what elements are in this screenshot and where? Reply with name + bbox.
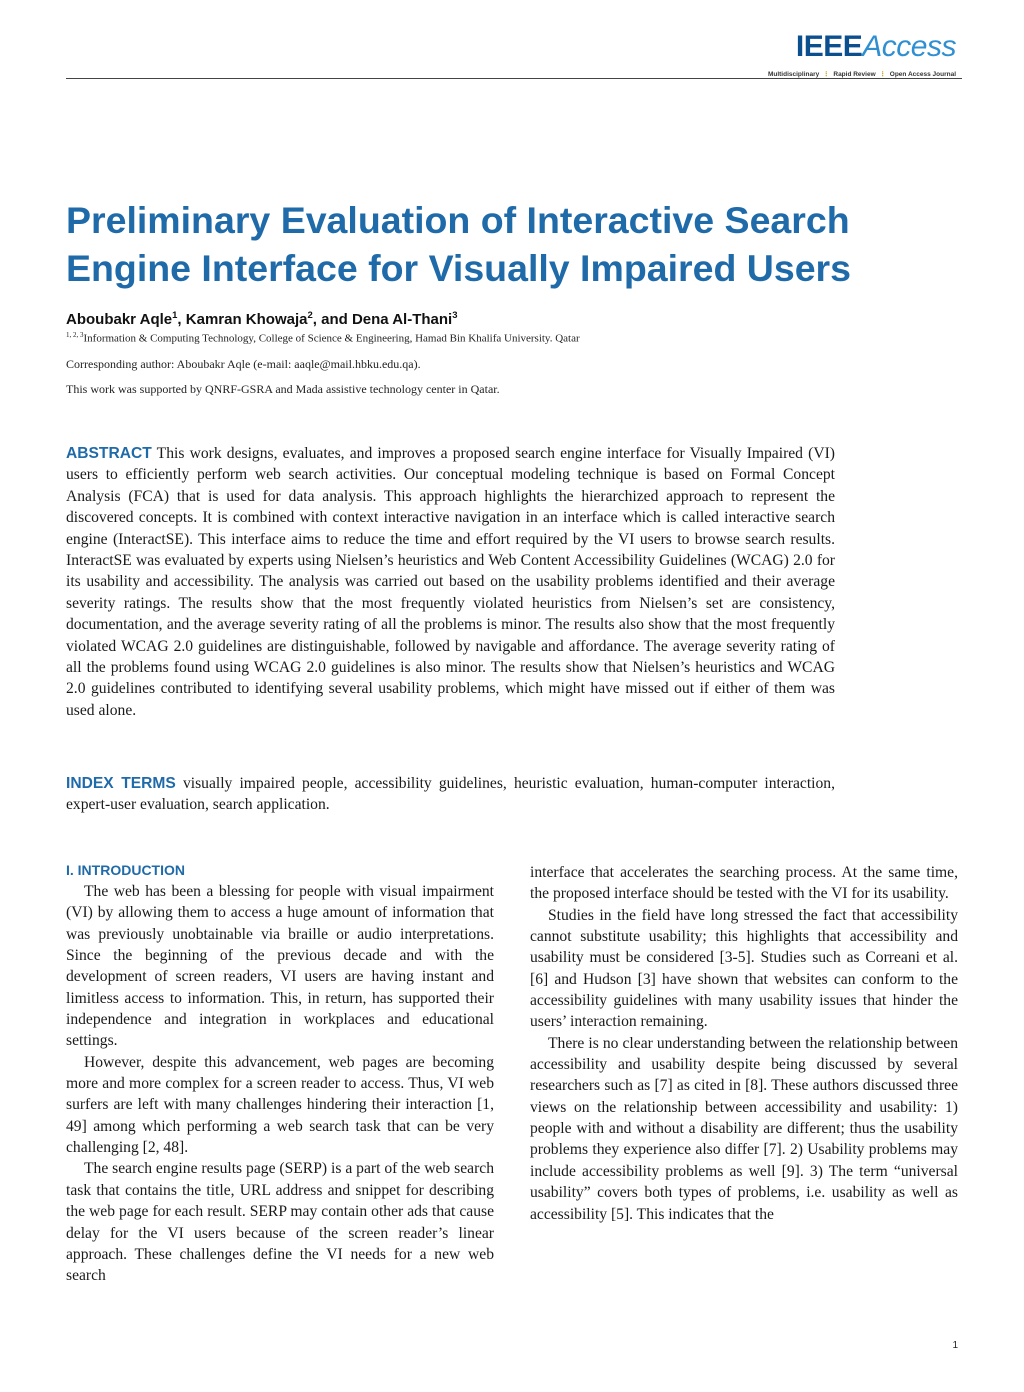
body-paragraph: The search engine results page (SERP) is a part of the web search task that contains the title, URL address and snippet for describing the web page for each result. SERP may contain other ads that cause delay for the VI users because of the screen reader’s linear approach. These challenges define the VI needs for a new web search bbox=[66, 1160, 494, 1285]
funding-note: This work was supported by QNRF-GSRA and Mada assistive technology center in Qatar. bbox=[66, 382, 500, 396]
header-divider bbox=[66, 78, 962, 79]
logo-ieee-text: IEEE bbox=[795, 30, 863, 63]
affiliation-text: Information & Computing Technology, College of Science & Engineering, Hamad Bin Khalifa University. Qatar bbox=[83, 332, 580, 345]
index-terms-label: INDEX TERMS bbox=[66, 775, 176, 792]
affiliation-marks: 1, 2, 3 bbox=[66, 331, 84, 339]
tagline-separator: ⋮ bbox=[879, 71, 886, 78]
journal-logo bbox=[768, 30, 956, 78]
index-terms-text: visually impaired people, accessibility guidelines, heuristic evaluation, human-computer interaction, expert-user evaluation, search application. bbox=[66, 775, 835, 814]
body-paragraph: interface that accelerates the searching process. At the same time, the proposed interface should be tested with the VI for its usability. bbox=[530, 864, 958, 903]
author-affiliation-mark: 3 bbox=[452, 310, 458, 321]
body-paragraph: The web has been a blessing for people with visual impairment (VI) by allowing them to access a huge amount of information that was previously unobtainable via braille or audio interpretations. Since the beginning of the previous decade and with the development of screen readers, VI users are having instant and limitless access to information. This, in return, has supported their independence and integration in workplaces and educational settings. bbox=[66, 883, 494, 1050]
author-separator: , bbox=[177, 311, 186, 328]
paper-title: Preliminary Evaluation of Interactive Search Engine Interface for Visually Impaired Users bbox=[66, 199, 852, 289]
author-name: Aboubakr Aqle bbox=[66, 311, 173, 328]
affiliation bbox=[66, 331, 580, 345]
abstract bbox=[66, 443, 835, 721]
body-paragraph: There is no clear understanding between the relationship between accessibility and usability despite being discussed by several researchers such as [7] as cited in [8]. These authors discussed three views on the relationship between accessibility and usability: 1) people with and without a disability are different; thus the usability problems they experience also differ [7]. 2) Usability problems may include accessibility problems as well [9]. 3) The term “universal usability” covers both types of problems, i.e. usability as well as accessibility [5]. This indicates that the bbox=[530, 1034, 958, 1223]
page-number: 1 bbox=[952, 1340, 958, 1351]
index-terms bbox=[66, 773, 835, 816]
author-separator: , and bbox=[312, 311, 352, 328]
abstract-label: ABSTRACT bbox=[66, 445, 152, 462]
tagline-separator: ⋮ bbox=[823, 71, 830, 78]
body-paragraph: However, despite this advancement, web pages are becoming more and more complex for a screen reader to access. Thus, VI web surfers are left with many challenges hindering their interaction [1, 49] among which performing a web search task that can be very challenging [2, 48]. bbox=[66, 1053, 494, 1157]
logo-access-text: Access bbox=[862, 30, 956, 63]
corresponding-author: Corresponding author: Aboubakr Aqle (e-mail: aaqle@mail.hbku.edu.qa). bbox=[66, 357, 421, 371]
body-column-left bbox=[66, 860, 494, 1287]
tagline-part-3: Open Access Journal bbox=[889, 71, 956, 78]
section-heading: I. INTRODUCTION bbox=[66, 862, 185, 878]
body-column-right bbox=[530, 862, 958, 1225]
author-affiliation-mark: 2 bbox=[307, 310, 313, 321]
body-paragraph: Studies in the field have long stressed the fact that accessibility cannot substitute usability; this highlights that accessibility and usability must be considered [3-5]. Studies such as Correani et al. [6] and Hudson [3] have shown that websites can conform to the accessibility guidelines with many usability issues that hinder the users’ interaction remaining. bbox=[530, 906, 958, 1031]
author-name: Kamran Khowaja bbox=[185, 311, 308, 328]
author-name: Dena Al-Thani bbox=[351, 311, 453, 328]
author-affiliation-mark: 1 bbox=[172, 310, 178, 321]
tagline-part-2: Rapid Review bbox=[833, 71, 876, 78]
author-list bbox=[66, 310, 458, 328]
tagline-part-1: Multidisciplinary bbox=[767, 71, 820, 78]
abstract-text: This work designs, evaluates, and improves a proposed search engine interface for Visually Impaired (VI) users to efficiently perform web search activities. Our conceptual modeling technique is based on Formal Concept Analysis (FCA) that is used for data analysis. This approach highlights the hierarchized approach to represent the discovered concepts. It is combined with context interactive navigation in an interface which is called interactive search engine (InteractSE). This interface aims to reduce the time and effort required by the VI users to browse search results. InteractSE was evaluated by experts using Nielsen’s heuristics and Web Content Accessibility Guidelines (WCAG) 2.0 for its usability and accessibility. The analysis was carried out based on the usability problems identified and their average severity ratings. The results show that the most frequently violated heuristics from Nielsen’s set are consistency, documentation, and the average severity rating of all the problems is minor. The results also show that the most frequently violated WCAG 2.0 guidelines are distinguishable, followed by navigable and affordance. The average severity rating of all the problems found using WCAG 2.0 guidelines is also minor. The results show that Nielsen’s heuristics and WCAG 2.0 guidelines contributed to identifying several usability problems, which might have missed out if either of them was used alone. bbox=[66, 445, 835, 719]
journal-tagline bbox=[768, 70, 956, 78]
